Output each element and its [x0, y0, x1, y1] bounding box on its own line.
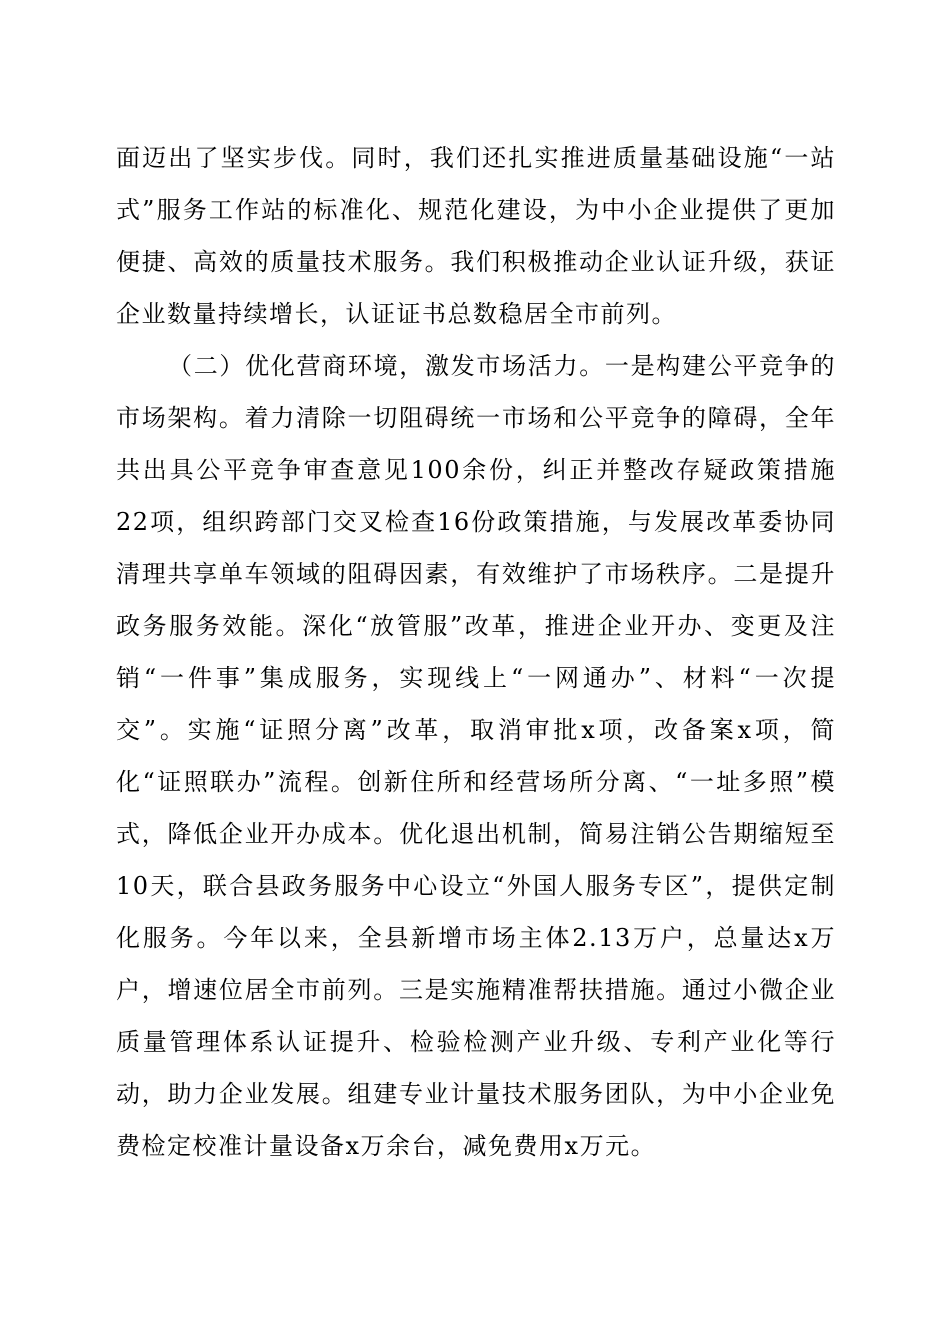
document-body	[116, 132, 836, 1172]
section-body: 一是构建公平竞争的市场架构。着力清除一切阻碍统一市场和公平竞争的障碍，全年共出具公平竞争审查意见100余份，纠正并整改存疑政策措施22项，组织跨部门交叉检查16份政策措施，与发展改革委协同清理共享单车领域的阻碍因素，有效维护了市场秩序。二是提升政务服务效能。深化“放管服”改革，推进企业开办、变更及注销“一件事”集成服务，实现线上“一网通办”、材料“一次提交”。实施“证照分离”改革，取消审批x项，改备案x项，简化“证照联办”流程。创新住所和经营场所分离、“一址多照”模式，降低企业开办成本。优化退出机制，简易注销公告期缩短至10天，联合县政务服务中心设立“外国人服务专区”，提供定制化服务。今年以来，全县新增市场主体2.13万户，总量达x万户，增速位居全市前列。三是实施精准帮扶措施。通过小微企业质量管理体系认证提升、检验检测产业升级、专利产业化等行动，助力企业发展。组建专业计量技术服务团队，为中小企业免费检定校准计量设备x万余台，减免费用x万元。	[116, 352, 837, 1160]
section-heading: （二）优化营商环境，激发市场活力。	[168, 352, 605, 380]
paragraph-continuation: 面迈出了坚实步伐。同时，我们还扎实推进质量基础设施“一站式”服务工作站的标准化、规范化建设，为中小企业提供了更加便捷、高效的质量技术服务。我们积极推动企业认证升级，获证企业数量持续增长，认证证书总数稳居全市前列。	[116, 144, 836, 328]
paragraph-business-environment	[116, 340, 836, 1172]
